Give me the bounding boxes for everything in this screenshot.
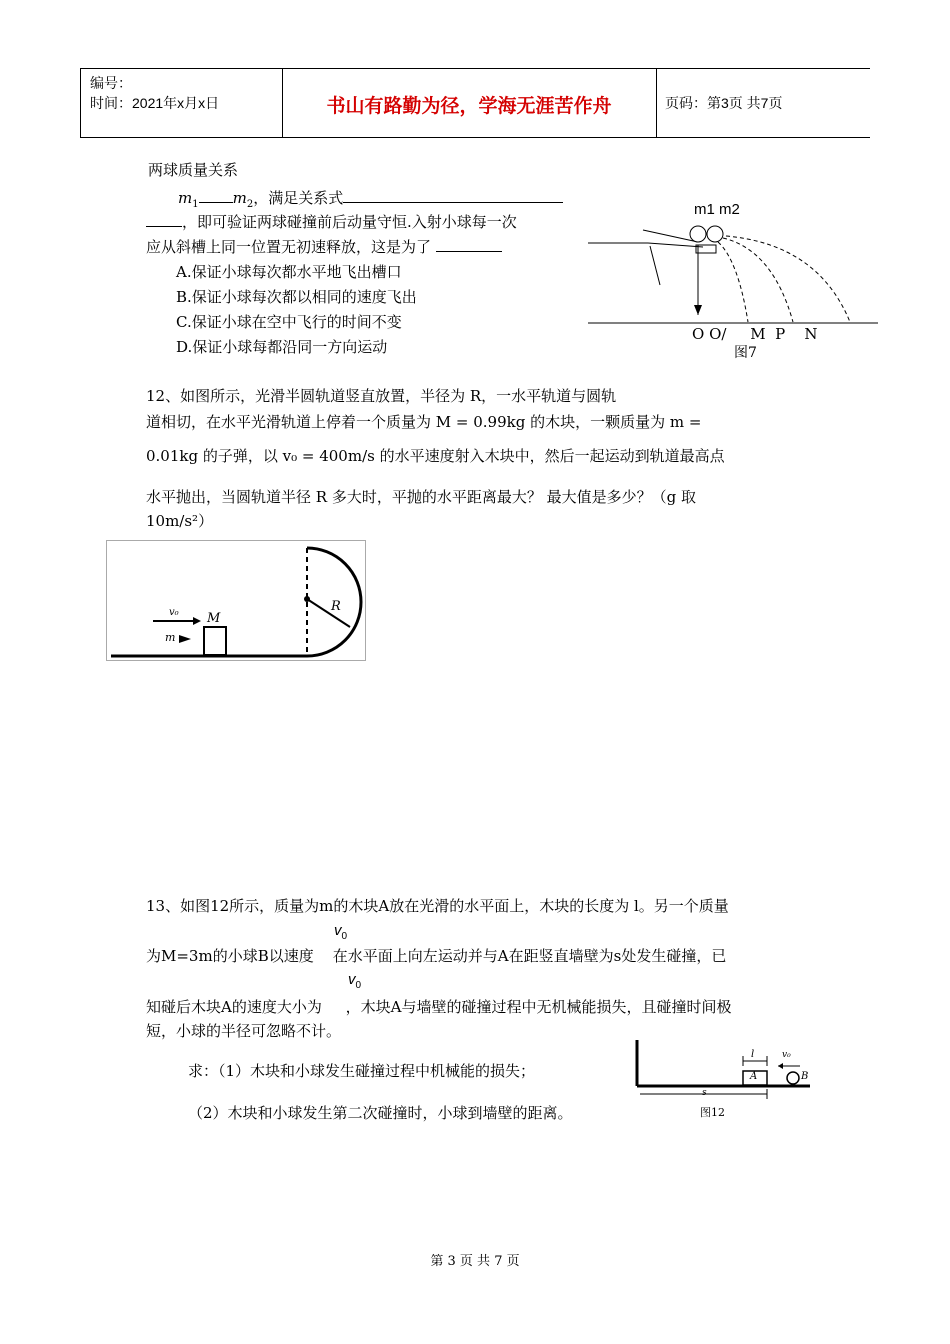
q13-v0-b-sub: 0 (355, 980, 362, 991)
q13-v0-a: v (334, 922, 342, 939)
figure-12-b-label: B (801, 1071, 809, 1082)
q13-v0-b: v (348, 971, 356, 988)
header-divider-2 (656, 69, 657, 137)
q11-blank-formula-cont[interactable] (146, 212, 182, 227)
q12-line5: 10m/s²） (146, 512, 214, 530)
q11-blank-answer[interactable] (436, 237, 502, 252)
q12-line4: 水平抛出，当圆轨道半径 R 多大时，平抛的水平距离最大？ 最大值是多少？（g 取 (146, 488, 696, 506)
q11-m1-sub: 1 (192, 199, 199, 210)
figure-7-points-label: O O/ M P N (692, 325, 818, 343)
figure-q12-M: M (207, 611, 221, 626)
page-footer: 第 3 页 共 7 页 (430, 1254, 520, 1269)
figure-q12-v0: v₀ (169, 607, 179, 618)
q11-m1: m (178, 189, 193, 207)
q11-option-c: C.保证小球在空中飞行的时间不变 (176, 313, 402, 331)
figure-q12 (106, 540, 366, 661)
q13-line3: 知碰后木块A的速度大小为 ，木块A与墙壁的碰撞过程中无机械能损失，且碰撞时间极 (146, 998, 732, 1016)
q11-satisfy: ，满足关系式 (253, 189, 344, 207)
q11-option-a: A.保证小球每次都水平地飞出槽口 (176, 263, 402, 281)
q11-option-b: B.保证小球每次都以相同的速度飞出 (176, 288, 417, 306)
q11-m2-sub: 2 (246, 199, 254, 210)
q11-line3-wrap (146, 212, 517, 232)
figure-7-caption: 图7 (734, 345, 757, 361)
figure-q12-m: m (165, 631, 176, 644)
q11-blank-relation[interactable] (199, 188, 233, 203)
q13-line1: 13、如图12所示，质量为m的木块A放在光滑的水平面上，木块的长度为 l。另一个质量 (146, 897, 729, 915)
q11-line1: 两球质量关系 (148, 161, 239, 179)
figure-q12-R: R (331, 599, 341, 614)
figure-12-v0-label: v₀ (782, 1050, 791, 1060)
header-motto: 书山有路勤为径，学海无涯苦作舟 (326, 95, 612, 117)
q11-m2: m (232, 189, 247, 207)
q12-line1: 12、如图所示，光滑半圆轨道竖直放置，半径为 R，一水平轨道与圆轨 (146, 387, 617, 405)
q11-line2 (178, 188, 563, 215)
header-page-info: 页码：第3页 共7页 (665, 95, 783, 111)
q13-v0-above-1 (334, 921, 347, 947)
figure-12-caption: 图12 (700, 1106, 725, 1119)
page-header (80, 68, 870, 138)
q12-line2: 道相切，在水平光滑轨道上停着一个质量为 M = 0.99kg 的木块，一颗质量为 m = (146, 413, 702, 431)
q12-line3: 0.01kg 的子弹，以 v₀ = 400m/s 的水平速度射入木块中，然后一起运动到轨道最高点 (146, 447, 725, 465)
figure-7 (588, 200, 878, 365)
header-meta (90, 73, 219, 113)
q11-blank-formula[interactable] (343, 188, 563, 203)
q11-line4-wrap (146, 237, 502, 257)
figure-q12-drawing (107, 541, 365, 660)
figure-12-s-label: s (702, 1088, 707, 1098)
figure-12 (630, 1038, 812, 1124)
q13-ask2: （2）木块和小球发生第二次碰撞时，小球到墙壁的距离。 (188, 1104, 573, 1122)
q13-v0-a-sub: 0 (341, 931, 348, 942)
q11-option-d: D.保证小球每都沿同一方向运动 (176, 338, 388, 356)
q13-v0-above-2 (348, 970, 361, 996)
q11-line4: 应从斜槽上同一位置无初速释放，这是为了 (146, 238, 432, 256)
figure-7-balls-label: m1 m2 (694, 201, 740, 218)
q13-line2: 为M=3m的小球B以速度 在水平面上向左运动并与A在距竖直墙壁为s处发生碰撞，已 (146, 947, 727, 965)
q11-line3: ，即可验证两球碰撞前后动量守恒.入射小球每一次 (182, 213, 517, 231)
header-date: 时间：2021年x月x日 (90, 95, 220, 111)
figure-12-a-label: A (750, 1071, 758, 1082)
q13-ask1: 求：（1）木块和小球发生碰撞过程中机械能的损失； (188, 1062, 536, 1080)
header-number: 编号： (90, 75, 132, 91)
q13-line4: 短，小球的半径可忽略不计。 (146, 1022, 342, 1040)
header-border-left (80, 69, 81, 137)
figure-12-l-label: l (751, 1049, 755, 1060)
